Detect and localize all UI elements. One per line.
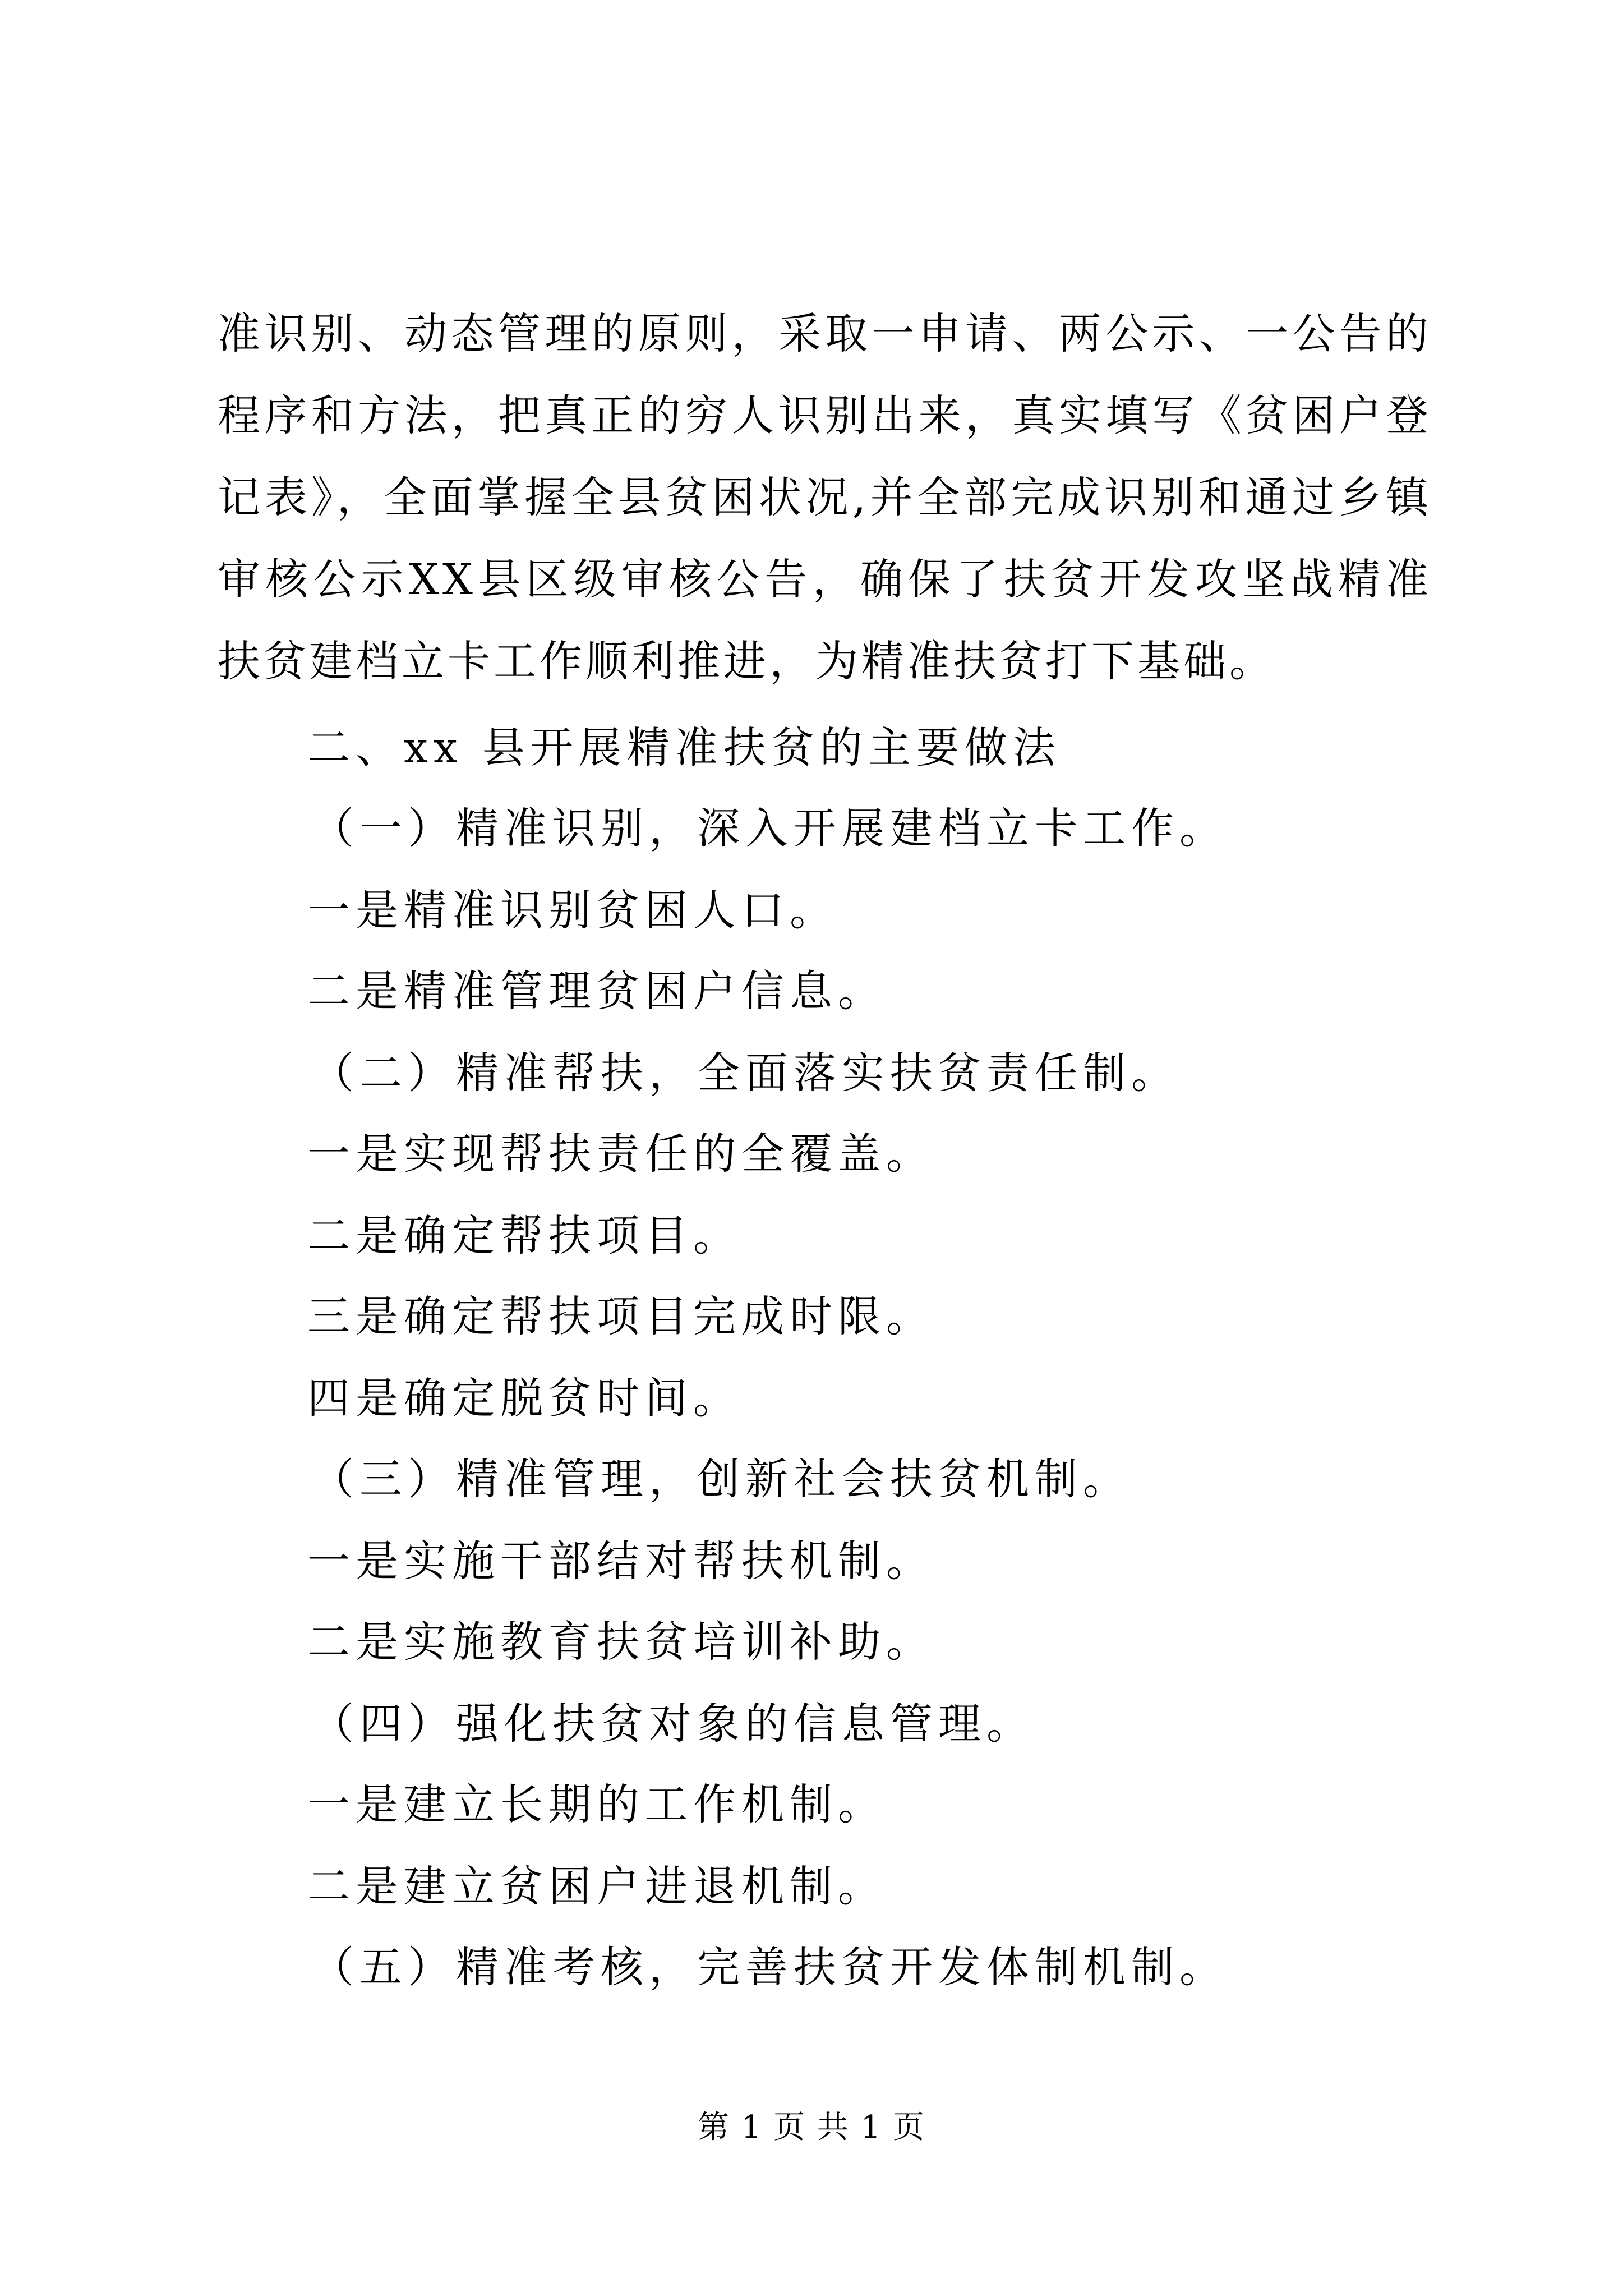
list-item: 一是实现帮扶责任的全覆盖。 <box>307 1129 934 1179</box>
page-number-footer: 第 1 页 共 1 页 <box>697 2109 926 2146</box>
section-heading: 二、xx 县开展精准扶贫的主要做法 <box>307 723 1061 772</box>
subsection-heading-1: （一）精准识别，深入开展建档立卡工作。 <box>311 803 1228 853</box>
intro-paragraph: 准识别、动态管理的原则，采取一申请、两公示、一公告的程序和方法，把真正的穷人识别出来，真实填写《贫困户登记表》，全面掌握全县贫困状况,并全部完成识别和通过乡镇审核公示XX县区级审核公告，确保了扶贫开发攻坚战精准扶贫建档立卡工作顺利推进，为精准扶贫打下基础。 <box>218 309 1432 686</box>
subsection-heading-4: （四）强化扶贫对象的信息管理。 <box>311 1699 1035 1749</box>
list-item: 二是建立贫困户进退机制。 <box>307 1861 886 1911</box>
subsection-heading-5: （五）精准考核，完善扶贫开发体制机制。 <box>311 1942 1228 1992</box>
subsection-heading-3: （三）精准管理，创新社会扶贫机制。 <box>311 1454 1131 1504</box>
list-item: 一是实施干部结对帮扶机制。 <box>307 1536 934 1586</box>
list-item: 二是确定帮扶项目。 <box>307 1211 741 1260</box>
list-item: 四是确定脱贫时间。 <box>307 1373 741 1423</box>
list-item: 二是精准管理贫困户信息。 <box>307 966 886 1016</box>
list-item: 二是实施教育扶贫培训补助。 <box>307 1617 934 1667</box>
list-item: 一是建立长期的工作机制。 <box>307 1779 886 1829</box>
list-item: 一是精准识别贫困人口。 <box>307 885 838 935</box>
subsection-heading-2: （二）精准帮扶，全面落实扶贫责任制。 <box>311 1048 1179 1098</box>
list-item: 三是确定帮扶项目完成时限。 <box>307 1291 934 1341</box>
